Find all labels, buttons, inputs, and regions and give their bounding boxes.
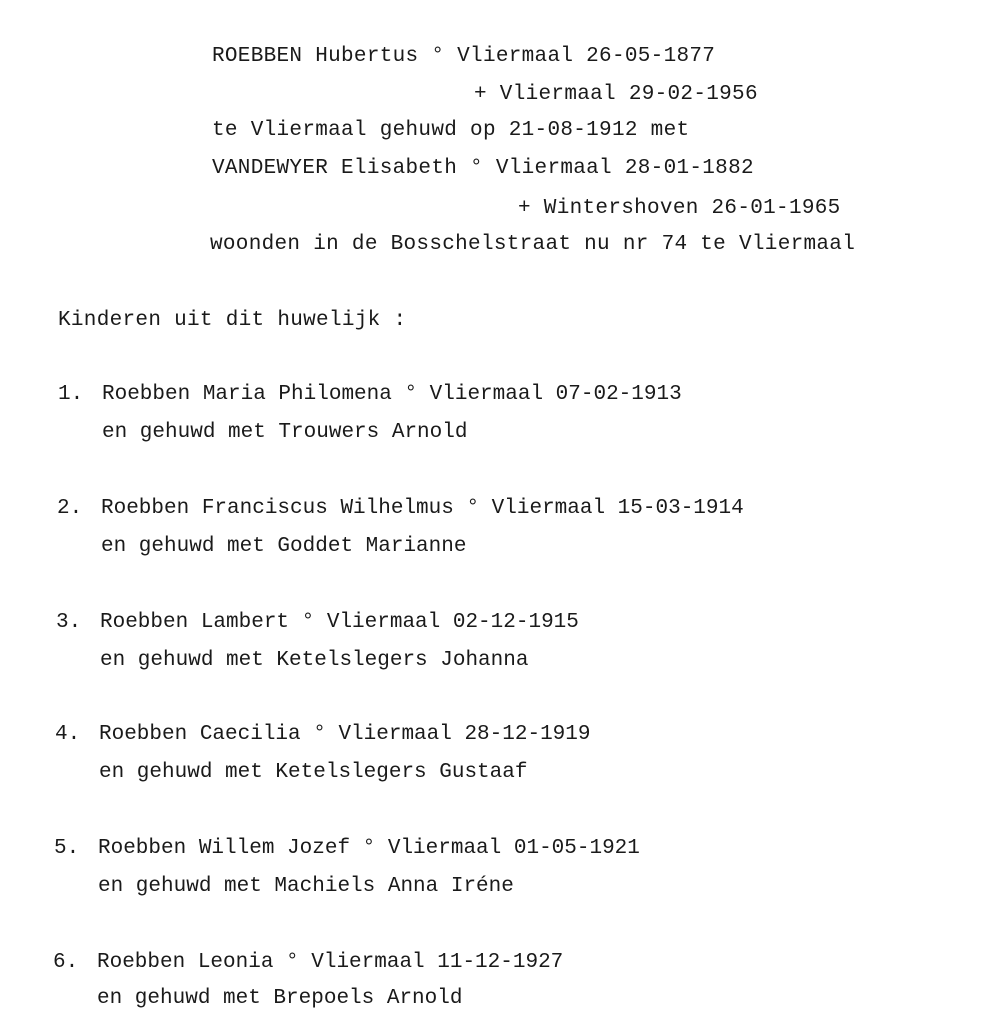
child-number: 4. — [55, 723, 81, 746]
child-spouse-line: en gehuwd met Ketelslegers Johanna — [100, 649, 529, 672]
child-name-line: Roebben Maria Philomena ° Vliermaal 07-02-1913 — [102, 383, 682, 406]
child-name-line: Roebben Leonia ° Vliermaal 11-12-1927 — [97, 951, 564, 974]
child-spouse-line: en gehuwd met Goddet Marianne — [101, 535, 467, 558]
residence-line: woonden in de Bosschelstraat nu nr 74 te Vliermaal — [210, 233, 856, 256]
marriage-line: te Vliermaal gehuwd op 21-08-1912 met — [212, 119, 690, 142]
child-name-line: Roebben Willem Jozef ° Vliermaal 01-05-1921 — [98, 837, 640, 860]
child-number: 2. — [57, 497, 83, 520]
child-spouse-line: en gehuwd met Machiels Anna Iréne — [98, 875, 514, 898]
mother-birth-line: VANDEWYER Elisabeth ° Vliermaal 28-01-1882 — [212, 157, 754, 180]
child-number: 3. — [56, 611, 82, 634]
child-number: 6. — [53, 951, 79, 974]
child-spouse-line: en gehuwd met Trouwers Arnold — [102, 421, 468, 444]
child-name-line: Roebben Caecilia ° Vliermaal 28-12-1919 — [99, 723, 591, 746]
child-name-line: Roebben Lambert ° Vliermaal 02-12-1915 — [100, 611, 579, 634]
children-heading: Kinderen uit dit huwelijk : — [58, 309, 407, 332]
child-spouse-line: en gehuwd met Ketelslegers Gustaaf — [99, 761, 528, 784]
mother-death-line: + Wintershoven 26-01-1965 — [518, 197, 841, 220]
child-number: 1. — [58, 383, 84, 406]
child-name-line: Roebben Franciscus Wilhelmus ° Vliermaal 15-03-1914 — [101, 497, 744, 520]
child-number: 5. — [54, 837, 80, 860]
father-birth-line: ROEBBEN Hubertus ° Vliermaal 26-05-1877 — [212, 45, 716, 68]
child-spouse-line: en gehuwd met Brepoels Arnold — [97, 987, 463, 1010]
father-death-line: + Vliermaal 29-02-1956 — [474, 83, 758, 106]
